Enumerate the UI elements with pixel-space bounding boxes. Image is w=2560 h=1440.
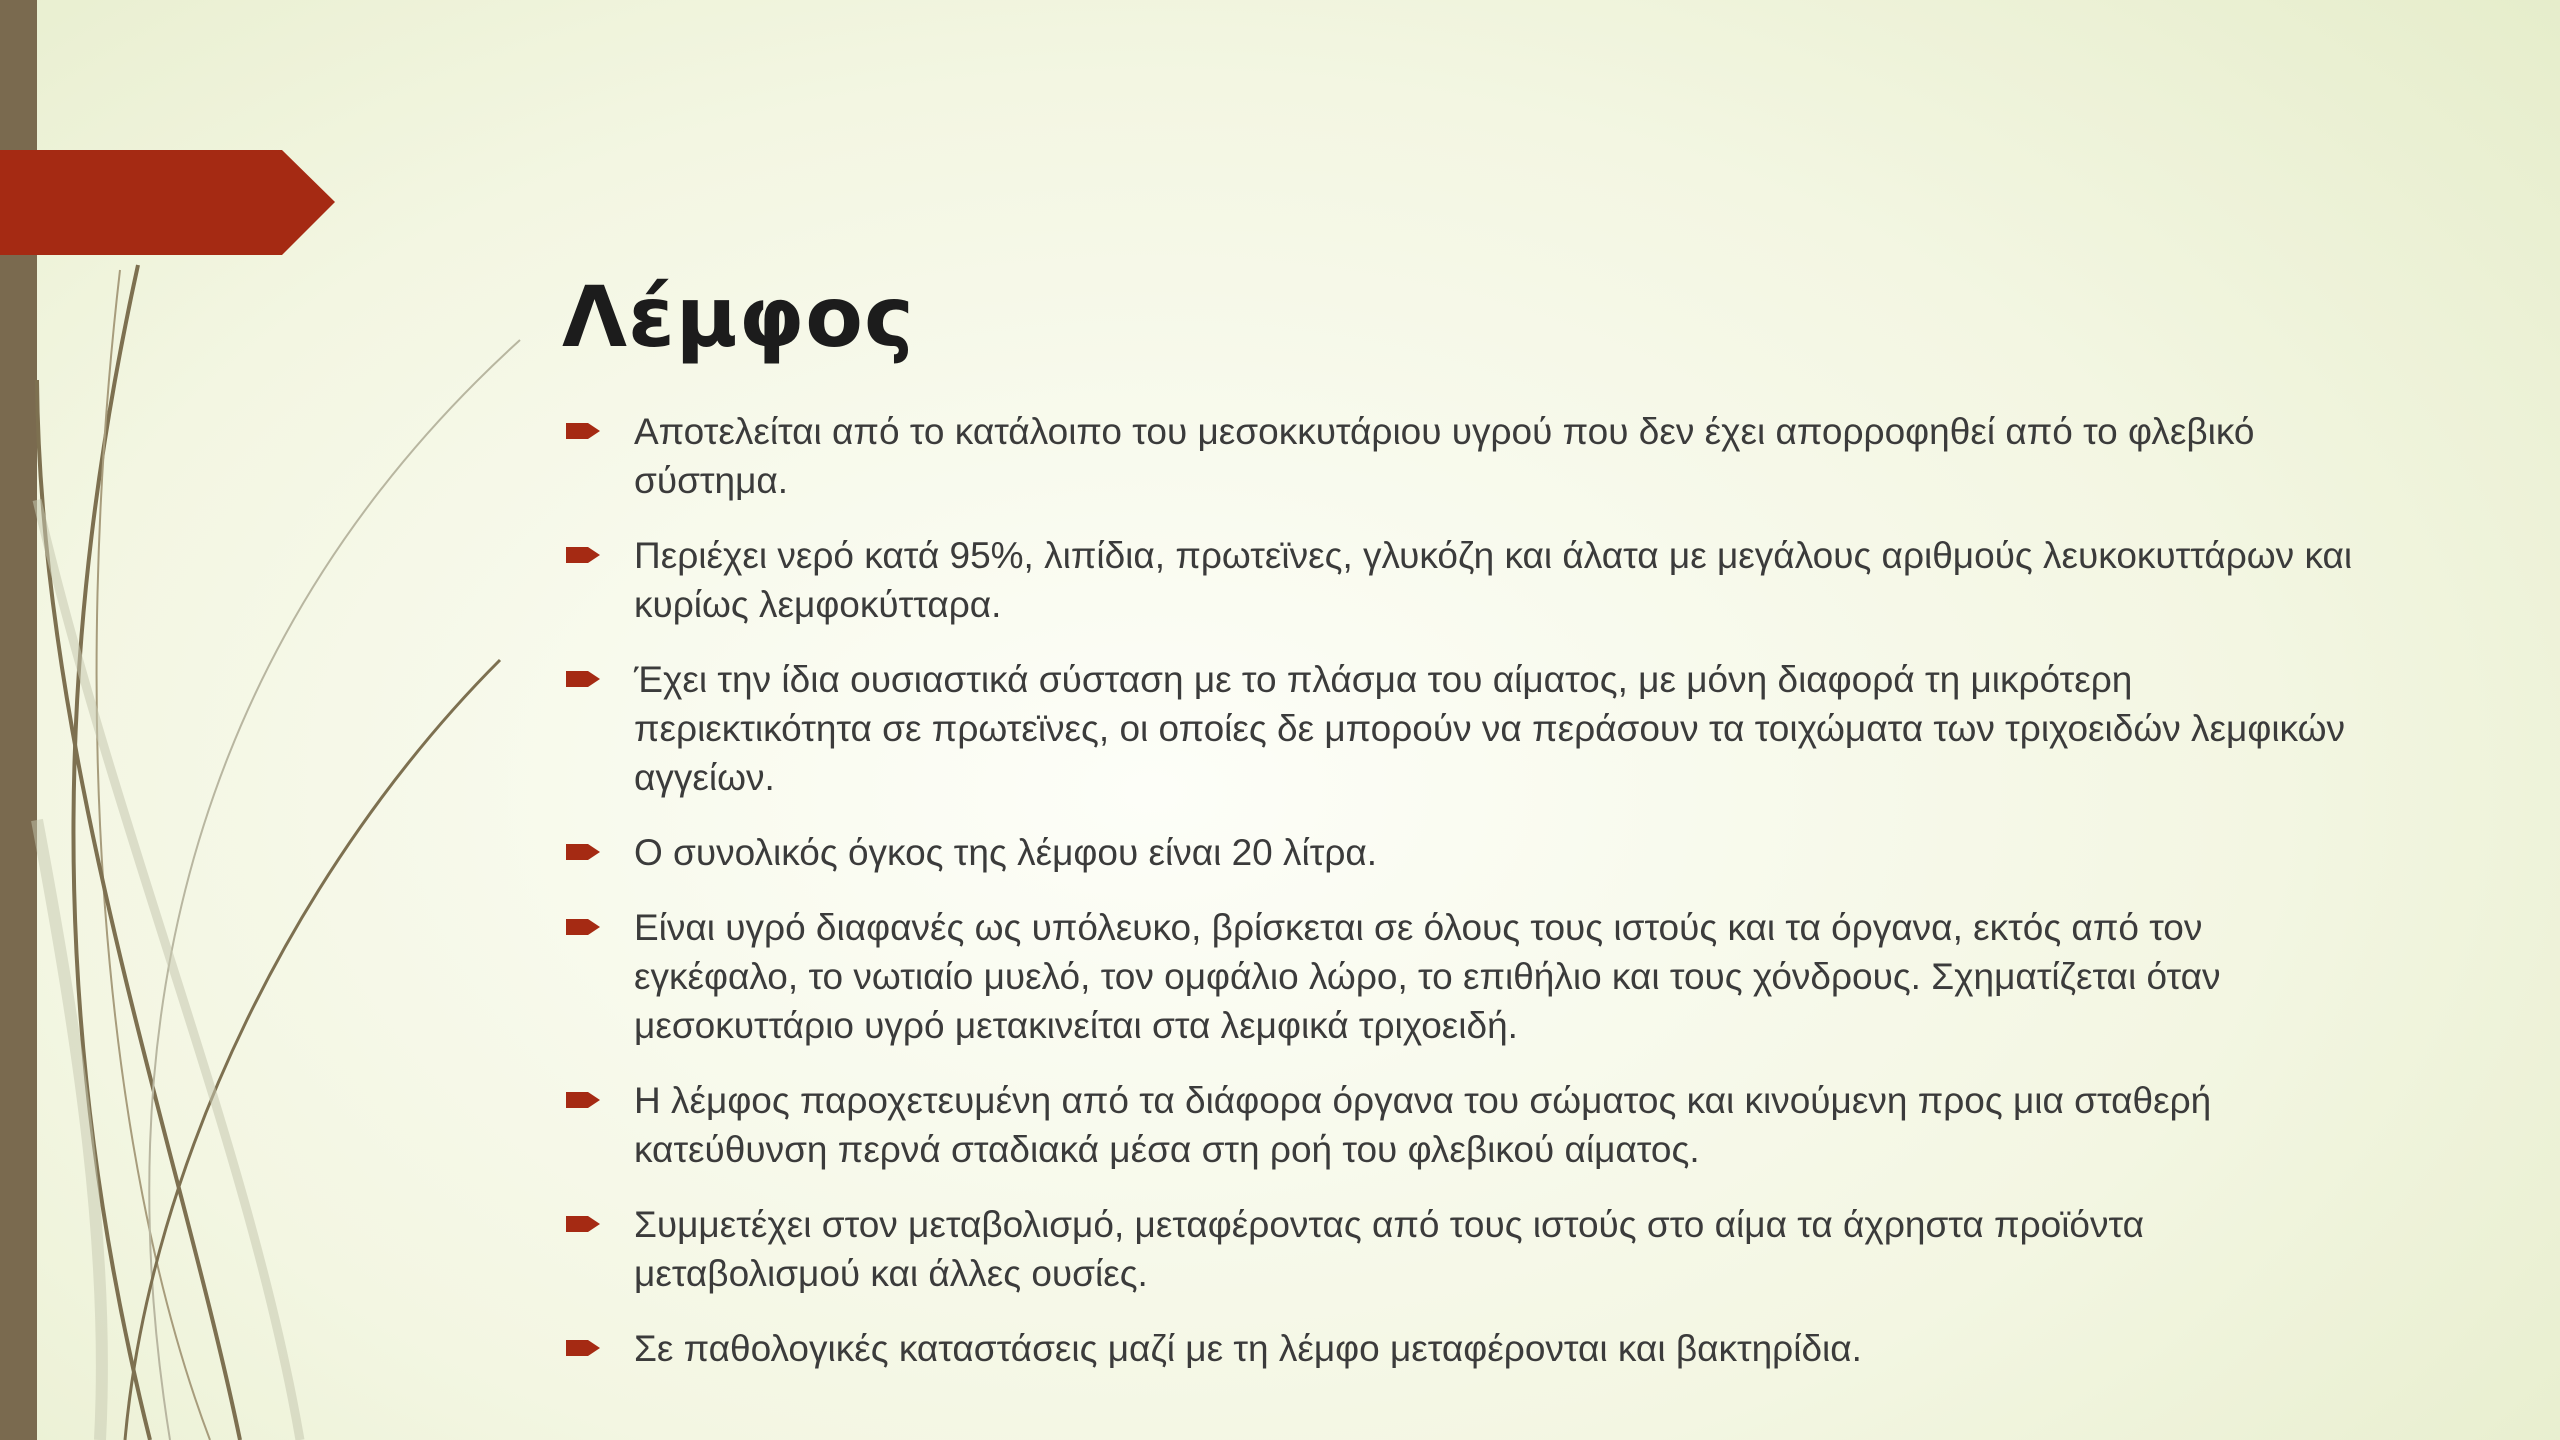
bullet-text: Έχει την ίδια ουσιαστικά σύσταση με το πλάσμα του αίματος, με μόνη διαφορά τη μικρότερη περιεκτικότητα σε πρωτεϊνες, οι οποίες δε μπορούν να περάσουν τα τοιχώματα των τριχοειδών λεμφικών αγγείων.	[634, 659, 2345, 798]
stem-line	[37, 820, 102, 1440]
bullet-item	[560, 1076, 2360, 1174]
bullet-text: Ο συνολικός όγκος της λέμφου είναι 20 λίτρα.	[634, 832, 1378, 873]
bullet-text: Η λέμφος παροχετευμένη από τα διάφορα όργανα του σώματος και κινούμενη προς μια σταθερή κατεύθυνση περνά σταδιακά μέσα στη ροή του φλεβικού αίματος.	[634, 1080, 2212, 1170]
bullet-text: Σε παθολογικές καταστάσεις μαζί με τη λέμφο μεταφέρονται και βακτηρίδια.	[634, 1328, 1862, 1369]
stem-line	[149, 340, 520, 1440]
bullet-item	[560, 1200, 2360, 1298]
arrow-bullet-icon	[566, 915, 602, 939]
bullet-text: Περιέχει νερό κατά 95%, λιπίδια, πρωτεϊνες, γλυκόζη και άλατα με μεγάλους αριθμούς λευκοκυττάρων και κυρίως λεμφοκύτταρα.	[634, 535, 2353, 625]
bullet-item	[560, 828, 2360, 877]
stem-line	[125, 660, 500, 1440]
bullet-item	[560, 407, 2360, 505]
bullet-text: Συμμετέχει στον μεταβολισμό, μεταφέροντας από τους ιστούς στο αίμα τα άχρηστα προϊόντα μεταβολισμού και άλλες ουσίες.	[634, 1204, 2144, 1294]
bullet-text: Είναι υγρό διαφανές ως υπόλευκο, βρίσκεται σε όλους τους ιστούς και τα όργανα, εκτός από τον εγκέφαλο, το νωτιαίο μυελό, τον ομφάλιο λώρο, το επιθήλιο και τους χόνδρους. Σχηματίζεται όταν μεσοκυττάριο υγρό μετακινείται στα λεμφικά τριχοειδή.	[634, 907, 2221, 1046]
stem-line	[37, 380, 240, 1440]
bullet-list	[560, 407, 2360, 1399]
slide-title: Λέμφος	[562, 268, 915, 366]
arrow-bullet-icon	[566, 1336, 602, 1360]
bullet-item	[560, 1324, 2360, 1373]
bullet-item	[560, 531, 2360, 629]
arrow-bullet-icon	[566, 1088, 602, 1112]
arrow-bullet-icon	[566, 840, 602, 864]
arrow-bullet-icon	[566, 543, 602, 567]
arrow-bullet-icon	[566, 1212, 602, 1236]
bullet-text: Αποτελείται από το κατάλοιπο του μεσοκκυτάριου υγρού που δεν έχει απορροφηθεί από το φλεβικό σύστημα.	[634, 411, 2255, 501]
bullet-item	[560, 903, 2360, 1050]
arrow-bullet-icon	[566, 419, 602, 443]
bullet-item	[560, 655, 2360, 802]
arrow-bullet-icon	[566, 667, 602, 691]
title-accent-arrow	[0, 150, 335, 255]
